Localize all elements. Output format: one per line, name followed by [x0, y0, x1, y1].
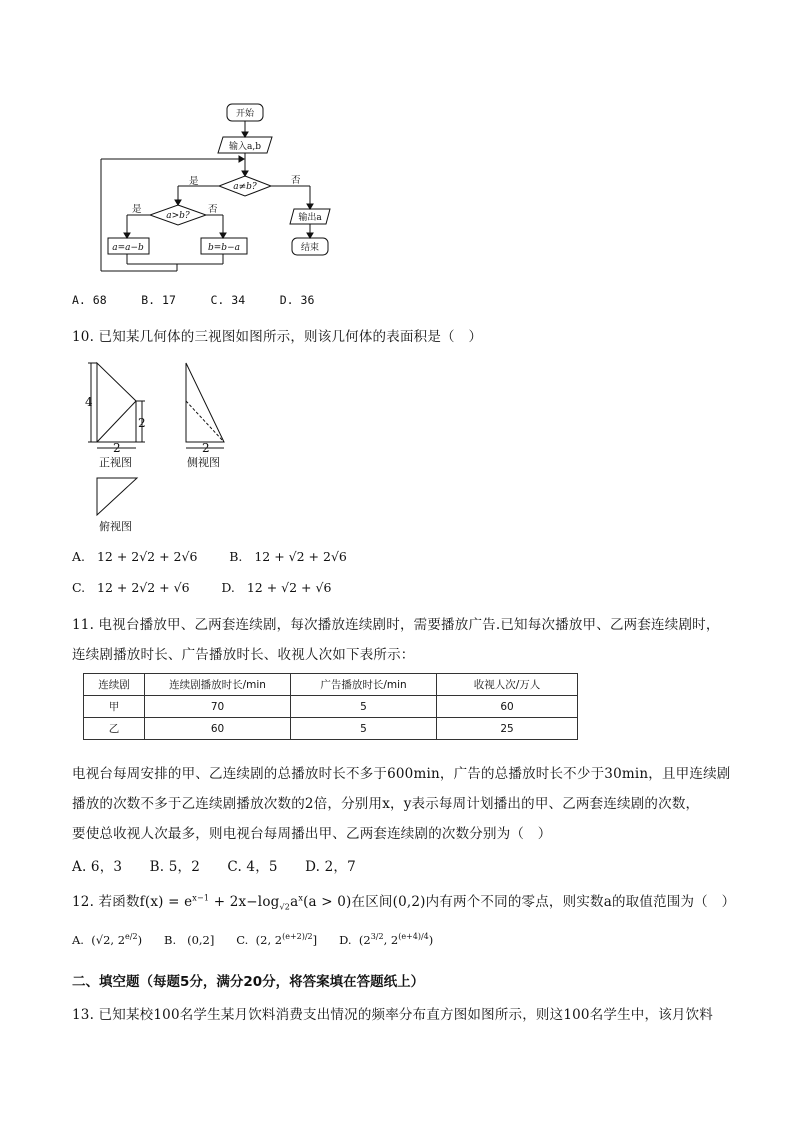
q11-table: [83, 673, 578, 740]
q10-option-b: 12 + √2 + 2√6: [254, 549, 347, 564]
q12-option-d-label: D.: [339, 932, 352, 947]
q11-line5: 要使总收视人次最多，则电视台每周播出甲、乙两套连续剧的次数分别为（ ）: [72, 826, 552, 842]
q12-option-c: (2, 2: [255, 932, 283, 947]
dim-label-2-side: 2: [202, 441, 210, 455]
q12-options: [72, 932, 433, 947]
flowchart-start-text: 开始: [235, 109, 255, 119]
front-view-shape: [97, 363, 136, 442]
top-view-label: 俯视图: [99, 520, 132, 533]
q10-option-c-label: C.: [72, 580, 86, 595]
table-header-cell: 收视人次/万人: [437, 674, 578, 696]
q12-option-a-sup: e/2: [125, 932, 138, 941]
q10-stem: 10. 已知某几何体的三视图如图所示，则该几何体的表面积是（ ）: [72, 329, 483, 345]
q10-option-a-label: A.: [72, 549, 86, 564]
q12-option-b-label: B.: [164, 932, 177, 947]
q12-stem: [72, 890, 735, 912]
flowchart-output-text: 输出a: [298, 213, 322, 223]
table-cell: 甲: [84, 696, 145, 718]
side-view-shape: [186, 363, 224, 442]
table-cell: 25: [437, 718, 578, 740]
flowchart-no-label-1: 否: [291, 175, 301, 186]
q10-option-b-label: B.: [229, 549, 243, 564]
q10-option-a: 12 + 2√2 + 2√6: [96, 549, 198, 564]
q10-option-d: 12 + √2 + √6: [246, 580, 332, 595]
q12-stem-c: a: [290, 894, 299, 910]
q12-option-a-label: A.: [72, 932, 84, 947]
q11-line1: 11. 电视台播放甲、乙两套连续剧，每次播放连续剧时，需要播放广告.已知每次播放甲、乙两套连续剧时，: [72, 617, 720, 633]
q10-options-row2: [72, 580, 331, 595]
table-header-cell: 广告播放时长/min: [291, 674, 437, 696]
table-header-cell: 连续剧: [84, 674, 145, 696]
q12-option-d-mid: , 2: [383, 932, 399, 947]
q11-line3: 电视台每周安排的甲、乙连续剧的总播放时长不多于600min，广告的总播放时长不少于30min，且甲连续剧: [72, 766, 731, 782]
q12-sup2: x: [298, 893, 304, 903]
side-view-label: 侧视图: [187, 456, 220, 469]
top-view-shape: [97, 478, 137, 515]
table-row: [84, 718, 578, 740]
flowchart: [95, 100, 345, 280]
table-row: [84, 696, 578, 718]
q11-line4: 播放的次数不多于乙连续剧播放次数的2倍，分别用x，y表示每周计划播出的甲、乙两套连续剧的次数，: [72, 796, 700, 812]
flowchart-input-text: 输入a,b: [229, 142, 261, 152]
table-cell: 60: [145, 718, 291, 740]
q12-option-d-sup2: (e+4)/4: [398, 932, 429, 941]
flowchart-yes-label-1: 是: [189, 176, 199, 187]
q9-option-b: B. 17: [141, 293, 176, 307]
q12-option-c-close: ]: [312, 932, 318, 947]
q12-option-c-label: C.: [236, 932, 249, 947]
q13-stem: 13. 已知某校100名学生某月饮料消费支出情况的频率分布直方图如图所示，则这100名学生中，该月饮料: [72, 1007, 713, 1023]
table-cell: 5: [291, 696, 437, 718]
flowchart-assign-a-text: a=a−b: [112, 243, 144, 253]
q12-stem-a: 12. 若函数f(x) = e: [72, 894, 193, 910]
q10-options-row1: [72, 549, 347, 564]
q12-option-c-sup: (e+2)/2: [282, 932, 313, 941]
dim-label-2-bottom: 2: [113, 441, 121, 455]
q9-option-a: A. 68: [72, 293, 107, 307]
table-cell: 60: [437, 696, 578, 718]
section-heading: 二、填空题（每题5分，满分20分，将答案填在答题纸上）: [72, 974, 425, 990]
three-view-drawing: [85, 358, 245, 538]
q12-option-d-close: ): [428, 932, 434, 947]
flowchart-yes-label-2: 是: [132, 204, 142, 215]
q12-sup1: x−1: [192, 893, 210, 903]
flowchart-assign-b-text: b=b−a: [208, 243, 240, 253]
q10-option-c: 12 + 2√2 + √6: [97, 580, 190, 595]
q12-option-a-close: ): [137, 932, 143, 947]
q12-option-d: (2: [358, 932, 371, 947]
front-view-label: 正视图: [99, 456, 132, 469]
q10-option-d-label: D.: [221, 580, 235, 595]
flowchart-cond2-text: a>b?: [166, 211, 190, 221]
table-header-row: [84, 674, 578, 696]
q12-option-a: (√2, 2: [91, 932, 126, 947]
dim-label-2-right: 2: [138, 416, 146, 430]
q9-options: [72, 293, 314, 307]
q12-option-d-sup1: 3/2: [370, 932, 384, 941]
flowchart-no-label-2: 否: [208, 204, 218, 215]
q11-line2: 连续剧播放时长、广告播放时长、收视人次如下表所示：: [72, 647, 415, 663]
table-cell: 70: [145, 696, 291, 718]
q12-option-b: (0,2]: [187, 932, 215, 947]
dim-label-4: 4: [85, 395, 93, 409]
q12-stem-d: (a > 0)在区间(0,2)内有两个不同的零点，则实数a的取值范围为（ ）: [303, 894, 736, 910]
q11-options: A. 6，3 B. 5，2 C. 4，5 D. 2，7: [72, 859, 356, 875]
flowchart-cond1-text: a≠b?: [233, 182, 257, 192]
q12-sub1: √2: [279, 902, 291, 912]
q9-option-d: D. 36: [279, 293, 315, 307]
table-header-cell: 连续剧播放时长/min: [145, 674, 291, 696]
table-cell: 乙: [84, 718, 145, 740]
q9-option-c: C. 34: [210, 293, 246, 307]
table-cell: 5: [291, 718, 437, 740]
q12-stem-b: + 2x−log: [209, 894, 280, 910]
flowchart-end-text: 结束: [300, 243, 320, 253]
